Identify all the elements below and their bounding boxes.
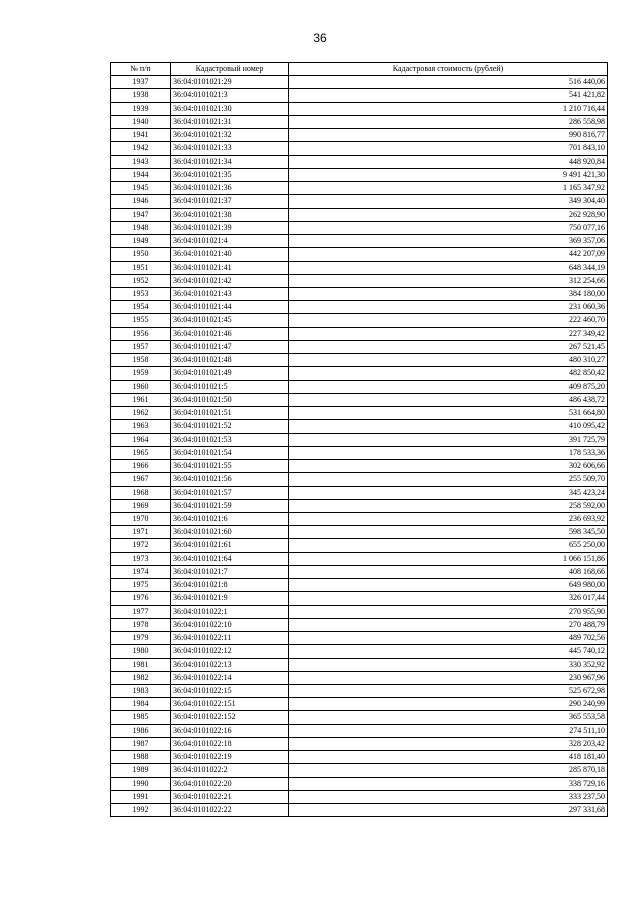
cadastral-value: 274 511,10 [289,724,608,737]
row-index: 1951 [111,261,171,274]
cadastral-value: 531 664,80 [289,407,608,420]
page-number: 36 [313,31,327,45]
cadastral-value: 312 254,66 [289,274,608,287]
table-row [111,512,608,525]
cadastral-value: 230 967,96 [289,671,608,684]
table-row [111,420,608,433]
cadastral-number: 36:04:0101021:59 [171,499,289,512]
cadastral-value: 236 693,92 [289,512,608,525]
table-row [111,407,608,420]
row-index: 1975 [111,579,171,592]
cadastral-number: 36:04:0101021:45 [171,314,289,327]
cadastral-value: 489 702,56 [289,632,608,645]
cadastral-number: 36:04:0101022:152 [171,711,289,724]
table-row [111,261,608,274]
cadastral-value: 297 331,68 [289,804,608,817]
cadastral-value: 258 592,00 [289,499,608,512]
row-index: 1988 [111,751,171,764]
cadastral-number: 36:04:0101022:15 [171,685,289,698]
table-row [111,155,608,168]
row-index: 1969 [111,499,171,512]
cadastral-value: 516 440,06 [289,76,608,89]
row-index: 1987 [111,737,171,750]
cadastral-number: 36:04:0101022:12 [171,645,289,658]
row-index: 1939 [111,102,171,115]
table-row [111,142,608,155]
row-index: 1952 [111,274,171,287]
table-row [111,526,608,539]
table-row [111,777,608,790]
row-index: 1981 [111,658,171,671]
row-index: 1956 [111,327,171,340]
row-index: 1985 [111,711,171,724]
cadastral-number: 36:04:0101021:9 [171,592,289,605]
row-index: 1992 [111,804,171,817]
table-row [111,486,608,499]
table-row [111,790,608,803]
table-row [111,632,608,645]
table-row [111,248,608,261]
row-index: 1990 [111,777,171,790]
row-index: 1980 [111,645,171,658]
cadastral-number: 36:04:0101022:22 [171,804,289,817]
cadastral-number: 36:04:0101021:46 [171,327,289,340]
cadastral-number: 36:04:0101022:1 [171,605,289,618]
cadastral-number: 36:04:0101021:7 [171,565,289,578]
cadastral-number: 36:04:0101021:5 [171,380,289,393]
row-index: 1940 [111,115,171,128]
cadastral-value: 330 352,92 [289,658,608,671]
cadastral-number: 36:04:0101021:40 [171,248,289,261]
table-row [111,685,608,698]
cadastral-value: 655 250,00 [289,539,608,552]
cadastral-value: 486 438,72 [289,393,608,406]
cadastral-value: 286 558,98 [289,115,608,128]
table-row [111,115,608,128]
row-index: 1970 [111,512,171,525]
cadastral-value: 384 180,00 [289,287,608,300]
cadastral-number: 36:04:0101022:11 [171,632,289,645]
cadastral-number: 36:04:0101021:50 [171,393,289,406]
table-row [111,301,608,314]
cadastral-number: 36:04:0101022:18 [171,737,289,750]
cadastral-number: 36:04:0101021:34 [171,155,289,168]
row-index: 1964 [111,433,171,446]
cadastral-value: 448 920,84 [289,155,608,168]
cadastral-value: 648 344,19 [289,261,608,274]
table-row [111,102,608,115]
cadastral-value: 750 077,16 [289,221,608,234]
row-index: 1941 [111,129,171,142]
row-index: 1962 [111,407,171,420]
table-row [111,605,608,618]
cadastral-value: 270 488,79 [289,618,608,631]
table-row [111,287,608,300]
row-index: 1946 [111,195,171,208]
cadastral-number: 36:04:0101021:8 [171,579,289,592]
table-row [111,565,608,578]
row-index: 1938 [111,89,171,102]
row-index: 1947 [111,208,171,221]
row-index: 1955 [111,314,171,327]
table-row [111,737,608,750]
cadastral-value: 482 850,42 [289,367,608,380]
cadastral-value: 649 980,00 [289,579,608,592]
cadastral-number: 36:04:0101021:61 [171,539,289,552]
cadastral-value: 408 168,66 [289,565,608,578]
row-index: 1983 [111,685,171,698]
cadastral-value: 222 460,70 [289,314,608,327]
row-index: 1958 [111,354,171,367]
cadastral-value: 267 521,45 [289,340,608,353]
table-row [111,499,608,512]
cadastral-value: 285 870,18 [289,764,608,777]
cadastral-value: 9 491 421,30 [289,168,608,181]
cadastral-number: 36:04:0101021:42 [171,274,289,287]
row-index: 1948 [111,221,171,234]
cadastral-value: 445 740,12 [289,645,608,658]
cadastral-value: 290 240,99 [289,698,608,711]
table-row [111,552,608,565]
cadastral-value: 178 533,36 [289,446,608,459]
cadastral-value: 391 725,79 [289,433,608,446]
table-row [111,751,608,764]
row-index: 1961 [111,393,171,406]
cadastral-number: 36:04:0101021:64 [171,552,289,565]
row-index: 1974 [111,565,171,578]
row-index: 1963 [111,420,171,433]
cadastral-number: 36:04:0101022:10 [171,618,289,631]
table-row [111,76,608,89]
table-header [111,63,608,76]
cadastral-number: 36:04:0101021:32 [171,129,289,142]
table-row [111,314,608,327]
row-index: 1984 [111,698,171,711]
cadastral-number: 36:04:0101022:16 [171,724,289,737]
cadastral-number: 36:04:0101021:39 [171,221,289,234]
cadastral-value: 349 304,40 [289,195,608,208]
cadastral-number: 36:04:0101021:3 [171,89,289,102]
cadastral-value: 442 207,09 [289,248,608,261]
table-body [111,76,608,817]
cadastral-value: 541 421,82 [289,89,608,102]
cadastral-number: 36:04:0101021:41 [171,261,289,274]
cadastral-value: 369 357,06 [289,235,608,248]
cadastral-value: 227 349,42 [289,327,608,340]
table-row [111,340,608,353]
cadastral-value: 302 606,66 [289,460,608,473]
table-row [111,658,608,671]
header-row [111,63,608,76]
cadastral-number: 36:04:0101022:20 [171,777,289,790]
cadastral-value: 525 672,98 [289,685,608,698]
table-row [111,618,608,631]
table-row [111,393,608,406]
table-row [111,592,608,605]
cadastral-number: 36:04:0101021:48 [171,354,289,367]
row-index: 1942 [111,142,171,155]
cadastral-number: 36:04:0101022:21 [171,790,289,803]
cadastral-number: 36:04:0101021:33 [171,142,289,155]
cadastral-number: 36:04:0101021:44 [171,301,289,314]
cadastral-value: 480 310,27 [289,354,608,367]
cadastral-number: 36:04:0101021:57 [171,486,289,499]
table-row [111,182,608,195]
table-row [111,208,608,221]
table-row [111,579,608,592]
cadastral-number: 36:04:0101022:13 [171,658,289,671]
row-index: 1950 [111,248,171,261]
table-row [111,380,608,393]
row-index: 1972 [111,539,171,552]
cadastral-number: 36:04:0101021:51 [171,407,289,420]
cadastral-number: 36:04:0101021:53 [171,433,289,446]
cadastral-number: 36:04:0101021:29 [171,76,289,89]
row-index: 1960 [111,380,171,393]
row-index: 1937 [111,76,171,89]
table-row [111,274,608,287]
row-index: 1989 [111,764,171,777]
cadastral-value: 990 816,77 [289,129,608,142]
table-row [111,195,608,208]
column-header-index: № п/п [111,63,171,76]
cadastral-value: 701 843,10 [289,142,608,155]
cadastral-value: 338 729,16 [289,777,608,790]
table-row [111,89,608,102]
row-index: 1965 [111,446,171,459]
table-row [111,711,608,724]
cadastral-number: 36:04:0101022:151 [171,698,289,711]
table-row [111,446,608,459]
row-index: 1977 [111,605,171,618]
row-index: 1986 [111,724,171,737]
table-row [111,367,608,380]
table-row [111,539,608,552]
cadastral-value: 262 928,90 [289,208,608,221]
cadastral-value: 255 509,70 [289,473,608,486]
column-header-cadastral-number: Кадастровый номер [171,63,289,76]
row-index: 1979 [111,632,171,645]
row-index: 1978 [111,618,171,631]
table-row [111,354,608,367]
cadastral-number: 36:04:0101021:35 [171,168,289,181]
row-index: 1991 [111,790,171,803]
cadastral-value: 270 955,90 [289,605,608,618]
cadastral-number: 36:04:0101021:60 [171,526,289,539]
row-index: 1945 [111,182,171,195]
table-row [111,235,608,248]
row-index: 1944 [111,168,171,181]
table-row [111,129,608,142]
cadastral-number: 36:04:0101021:4 [171,235,289,248]
cadastral-value-table [110,62,608,817]
cadastral-number: 36:04:0101021:6 [171,512,289,525]
row-index: 1973 [111,552,171,565]
table-row [111,724,608,737]
table-row [111,764,608,777]
cadastral-number: 36:04:0101021:54 [171,446,289,459]
row-index: 1982 [111,671,171,684]
row-index: 1967 [111,473,171,486]
cadastral-number: 36:04:0101021:52 [171,420,289,433]
cadastral-value: 365 553,58 [289,711,608,724]
cadastral-value: 418 181,40 [289,751,608,764]
table-row [111,698,608,711]
cadastral-value: 326 017,44 [289,592,608,605]
row-index: 1943 [111,155,171,168]
cadastral-number: 36:04:0101022:19 [171,751,289,764]
column-header-cadastral-value: Кадастровая стоимость (рублей) [289,63,608,76]
table-row [111,221,608,234]
row-index: 1966 [111,460,171,473]
cadastral-value: 231 060,36 [289,301,608,314]
row-index: 1968 [111,486,171,499]
table-row [111,168,608,181]
cadastral-number: 36:04:0101022:14 [171,671,289,684]
table-row [111,433,608,446]
cadastral-value: 598 345,50 [289,526,608,539]
row-index: 1957 [111,340,171,353]
table-row [111,671,608,684]
row-index: 1959 [111,367,171,380]
cadastral-value: 345 423,24 [289,486,608,499]
cadastral-number: 36:04:0101022:2 [171,764,289,777]
cadastral-number: 36:04:0101021:56 [171,473,289,486]
table-row [111,645,608,658]
cadastral-number: 36:04:0101021:38 [171,208,289,221]
row-index: 1976 [111,592,171,605]
cadastral-value: 333 237,50 [289,790,608,803]
cadastral-number: 36:04:0101021:30 [171,102,289,115]
table-row [111,460,608,473]
cadastral-value: 328 203,42 [289,737,608,750]
row-index: 1971 [111,526,171,539]
cadastral-value: 1 066 151,86 [289,552,608,565]
cadastral-number: 36:04:0101021:37 [171,195,289,208]
table-row [111,327,608,340]
table-row [111,473,608,486]
table-row [111,804,608,817]
row-index: 1954 [111,301,171,314]
cadastral-value: 1 210 716,44 [289,102,608,115]
cadastral-value: 409 875,20 [289,380,608,393]
cadastral-number: 36:04:0101021:31 [171,115,289,128]
cadastral-value: 410 095,42 [289,420,608,433]
cadastral-number: 36:04:0101021:47 [171,340,289,353]
cadastral-number: 36:04:0101021:36 [171,182,289,195]
cadastral-value: 1 165 347,92 [289,182,608,195]
row-index: 1949 [111,235,171,248]
cadastral-number: 36:04:0101021:49 [171,367,289,380]
cadastral-number: 36:04:0101021:55 [171,460,289,473]
cadastral-number: 36:04:0101021:43 [171,287,289,300]
row-index: 1953 [111,287,171,300]
